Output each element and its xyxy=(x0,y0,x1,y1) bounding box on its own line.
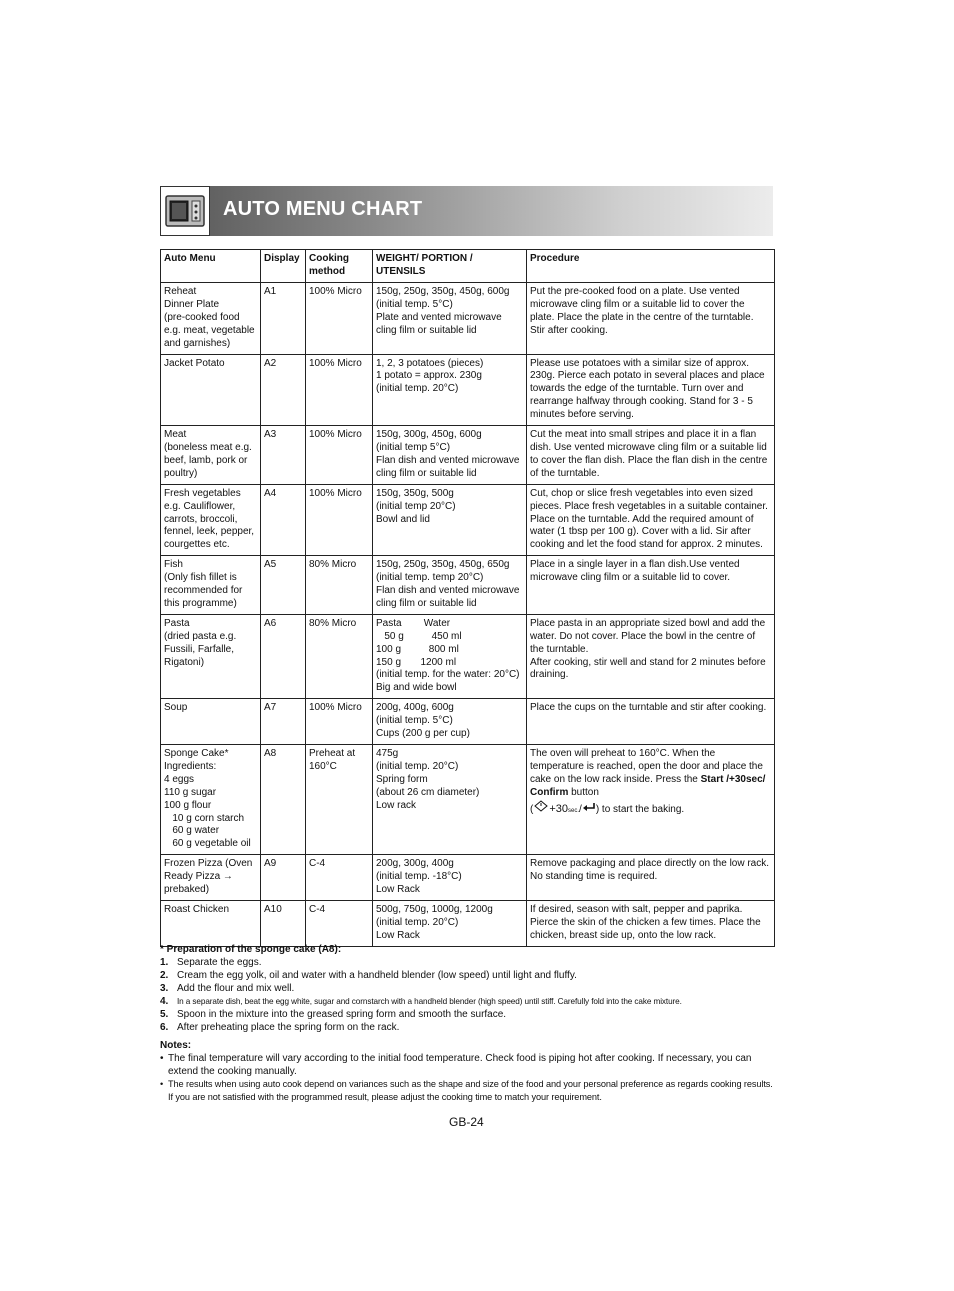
sponge-cake-preparation xyxy=(160,943,774,1034)
cell-method: 80% Micro xyxy=(306,556,373,615)
page-number: GB-24 xyxy=(449,1115,484,1129)
notes-section xyxy=(160,1039,774,1104)
bullet-icon: • xyxy=(160,1079,164,1089)
cell-method: C-4 xyxy=(306,855,373,901)
header-display: Display xyxy=(261,250,306,283)
cell-menu: Fresh vegetables e.g. Cauliflower, carrots, broccoli, fennel, leek, pepper, courgettes etc. xyxy=(161,484,261,556)
cell-procedure: Place pasta in an appropriate sized bowl and add the water. Do not cover. Place the bowl in the centre of the turntable. After cooking, stir well and stand for 2 minutes before draining. xyxy=(527,614,775,698)
cell-procedure: Place the cups on the turntable and stir after cooking. xyxy=(527,699,775,745)
table-row xyxy=(161,745,775,855)
cell-method: Preheat at 160°C xyxy=(306,745,373,855)
cell-display: A9 xyxy=(261,855,306,901)
notes-title: Notes: xyxy=(160,1040,192,1051)
page-title: AUTO MENU CHART xyxy=(223,198,423,220)
cell-weight: 150g, 250g, 350g, 450g, 650g (initial temp. temp 20°C) Flan dish and vented microwave cling film or suitable lid xyxy=(373,556,527,615)
table-row xyxy=(161,614,775,698)
table-row xyxy=(161,556,775,615)
cell-weight: 500g, 750g, 1000g, 1200g (initial temp. 20°C) Low Rack xyxy=(373,900,527,946)
list-item xyxy=(160,1021,774,1034)
step-number: 5. xyxy=(160,1009,169,1020)
note-text: The results when using auto cook depend on variances such as the shape and size of the food and your personal preference as regards cooking results. If you are not satisfied with the programmed result, please adjust the cooking time to match your requirement. xyxy=(168,1079,773,1102)
cell-procedure: Please use potatoes with a similar size of approx. 230g. Pierce each potato in several places and place towards the edge of the turntable. Turn over and rearrange halfway through cooking. Stand for 3 - 5 minutes before serving. xyxy=(527,354,775,426)
table-row xyxy=(161,426,775,485)
cell-weight: 200g, 400g, 600g (initial temp. 5°C) Cups (200 g per cup) xyxy=(373,699,527,745)
microwave-icon xyxy=(160,186,210,236)
cell-weight: 200g, 300g, 400g (initial temp. -18°C) Low Rack xyxy=(373,855,527,901)
cell-procedure: Remove packaging and place directly on the low rack. No standing time is required. xyxy=(527,855,775,901)
cell-method: 100% Micro xyxy=(306,426,373,485)
cell-menu: Soup xyxy=(161,699,261,745)
cell-procedure: If desired, season with salt, pepper and paprika. Pierce the skin of the chicken a few times. Place the chicken, breast side up, onto the low rack. xyxy=(527,900,775,946)
cell-method: 100% Micro xyxy=(306,283,373,355)
step-text: Cream the egg yolk, oil and water with a handheld blender (low speed) until light and fluffy. xyxy=(177,970,577,981)
header-cooking-method: Cooking method xyxy=(306,250,373,283)
header-auto-menu: Auto Menu xyxy=(161,250,261,283)
list-item xyxy=(160,1078,774,1104)
step-text: Spoon in the mixture into the greased spring form and smooth the surface. xyxy=(177,1009,507,1020)
step-number: 2. xyxy=(160,970,169,981)
cell-weight: 150g, 250g, 350g, 450g, 600g (initial temp. 5°C) Plate and vented microwave cling film or suitable lid xyxy=(373,283,527,355)
cell-menu: Sponge Cake* Ingredients: 4 eggs 110 g sugar 100 g flour 10 g corn starch 60 g water 60 g vegetable oil xyxy=(161,745,261,855)
cell-weight: 150g, 300g, 450g, 600g (initial temp 5°C) Flan dish and vented microwave cling film or suitable lid xyxy=(373,426,527,485)
list-item xyxy=(160,956,774,969)
cell-display: A6 xyxy=(261,614,306,698)
cell-display: A10 xyxy=(261,900,306,946)
cell-weight: 475g (initial temp. 20°C) Spring form (about 26 cm diameter) Low rack xyxy=(373,745,527,855)
cell-method: 80% Micro xyxy=(306,614,373,698)
procedure-text: The oven will preheat to 160°C. When the temperature is reached, open the door and place the cake on the low rack inside. Press the xyxy=(530,748,763,785)
cell-display: A2 xyxy=(261,354,306,426)
table-row xyxy=(161,484,775,556)
cell-method: C-4 xyxy=(306,900,373,946)
start-confirm-button-label: Start /+30sec/ Confirm xyxy=(530,773,766,798)
cell-procedure: Put the pre-cooked food on a plate. Use vented microwave cling film or a suitable lid to cover the plate. Place the plate in the centre of the turntable. Stir after cooking. xyxy=(527,283,775,355)
cell-display: A5 xyxy=(261,556,306,615)
procedure-text: / xyxy=(579,803,582,815)
auto-menu-table xyxy=(160,249,775,947)
cell-procedure: Cut, chop or slice fresh vegetables into even sized pieces. Place fresh vegetables in a suitable container. Place on the turntable. Add the required amount of water (1 tbsp per 100 g). Cover with a lid. Sir after cooking and let the food stand for approx. 2 minutes. xyxy=(527,484,775,556)
cell-procedure xyxy=(527,745,775,855)
list-item xyxy=(160,969,774,982)
header-weight: WEIGHT/ PORTION / UTENSILS xyxy=(373,250,527,283)
step-text: In a separate dish, beat the egg white, sugar and cornstarch with a handheld blender (high speed) until stiff. Carefully fold into the cake mixture. xyxy=(177,997,682,1006)
cell-display: A7 xyxy=(261,699,306,745)
start-dial-icon xyxy=(533,800,549,817)
cell-menu: Jacket Potato xyxy=(161,354,261,426)
cell-weight: 1, 2, 3 potatoes (pieces) 1 potato = approx. 230g (initial temp. 20°C) xyxy=(373,354,527,426)
step-text: Add the flour and mix well. xyxy=(177,983,295,994)
procedure-text: button xyxy=(568,786,599,798)
table-row xyxy=(161,855,775,901)
enter-arrow-icon xyxy=(582,802,596,817)
cell-display: A8 xyxy=(261,745,306,855)
list-item xyxy=(160,1052,774,1078)
list-item xyxy=(160,982,774,995)
cell-weight: 150g, 350g, 500g (initial temp 20°C) Bowl and lid xyxy=(373,484,527,556)
cell-display: A3 xyxy=(261,426,306,485)
cell-method: 100% Micro xyxy=(306,354,373,426)
header-procedure: Procedure xyxy=(527,250,775,283)
table-row xyxy=(161,699,775,745)
cell-method: 100% Micro xyxy=(306,484,373,556)
cell-procedure: Cut the meat into small stripes and place it in a flan dish. Use vented microwave cling film or a suitable lid to cover the flan dish. Place the flan dish in the centre of the turntable. xyxy=(527,426,775,485)
table-header-row xyxy=(161,250,775,283)
cell-menu: Frozen Pizza (Oven Ready Pizza → prebaked) xyxy=(161,855,261,901)
step-number: 3. xyxy=(160,983,169,994)
step-number: 1. xyxy=(160,957,169,968)
cell-method: 100% Micro xyxy=(306,699,373,745)
sec-label: sec. xyxy=(568,807,580,814)
chart-banner xyxy=(160,186,773,236)
cell-menu: Reheat Dinner Plate (pre-cooked food e.g. meat, vegetable and garnishes) xyxy=(161,283,261,355)
cell-menu: Meat (boneless meat e.g. beef, lamb, pork or poultry) xyxy=(161,426,261,485)
table-row xyxy=(161,354,775,426)
procedure-text: ) to start the baking. xyxy=(595,803,685,815)
cell-display: A1 xyxy=(261,283,306,355)
note-text: The final temperature will vary according to the initial food temperature. Check food is piping hot after cooking. If necessary, you can extend the cooking manually. xyxy=(168,1053,752,1077)
cell-procedure: Place in a single layer in a flan dish.Use vented microwave cling film or a suitable lid to cover. xyxy=(527,556,775,615)
step-number: 6. xyxy=(160,1022,169,1033)
cell-display: A4 xyxy=(261,484,306,556)
step-number: 4. xyxy=(160,996,169,1007)
cell-menu: Roast Chicken xyxy=(161,900,261,946)
preparation-title: * Preparation of the sponge cake (A8): xyxy=(160,944,342,955)
table-row xyxy=(161,283,775,355)
plus-30-label: +30 xyxy=(549,802,569,815)
list-item xyxy=(160,1008,774,1021)
procedure-text: ( xyxy=(530,803,534,815)
cell-menu: Fish (Only fish fillet is recommended for this programme) xyxy=(161,556,261,615)
table-row xyxy=(161,900,775,946)
step-text: After preheating place the spring form on the rack. xyxy=(177,1022,400,1033)
step-text: Separate the eggs. xyxy=(177,957,262,968)
cell-weight: Pasta Water 50 g 450 ml 100 g 800 ml 150 g 1200 ml (initial temp. for the water: 20°C) Big and wide bowl xyxy=(373,614,527,698)
cell-menu: Pasta (dried pasta e.g. Fussili, Farfalle, Rigatoni) xyxy=(161,614,261,698)
bullet-icon: • xyxy=(160,1053,164,1064)
list-item xyxy=(160,995,774,1008)
